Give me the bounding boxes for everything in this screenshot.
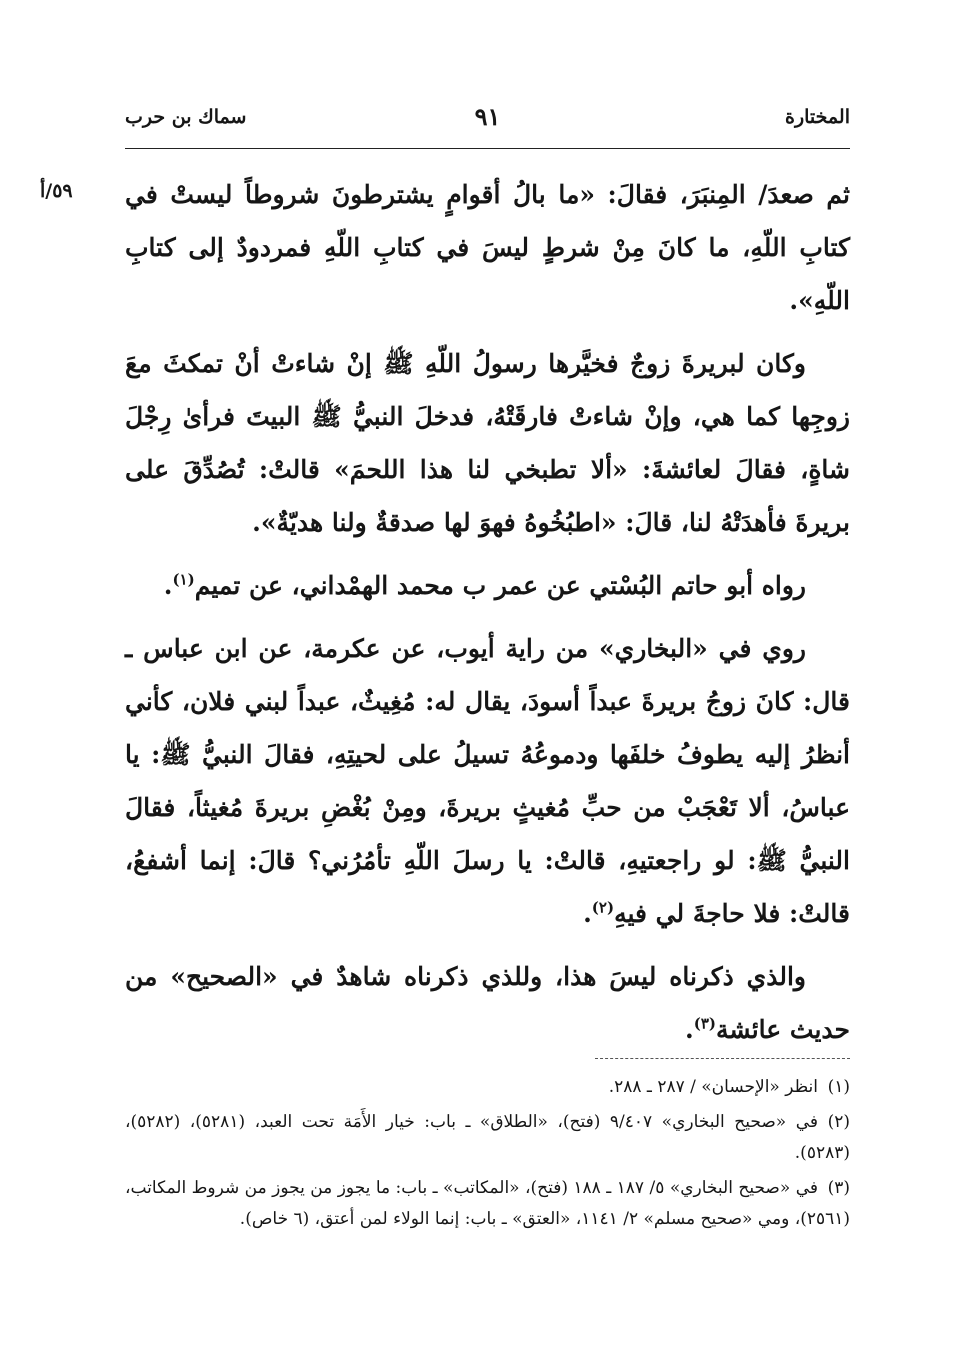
paragraph-3-end: .	[163, 571, 173, 600]
paragraph-5-end: .	[685, 1015, 694, 1044]
footnote-number: (١)	[827, 1077, 850, 1097]
footnote-ref-1[interactable]: (١)	[172, 570, 195, 589]
header-divider	[125, 148, 850, 149]
page-number: ٩١	[474, 102, 501, 131]
footnote-ref-2[interactable]: (٢)	[591, 898, 615, 917]
footnote-ref-3[interactable]: (٣)	[693, 1014, 717, 1033]
paragraph-4	[125, 622, 850, 940]
footnote-text: في «صحيح البخاري» ٩/٤٠٧ (فتح)، «الطلاق» ـ باب: خيار الأَمَة تحت العبد، (٥٢٨١)، (٥٢٨٢)، (٥٢٨٣).	[125, 1112, 850, 1163]
footnote-number: (٢)	[827, 1112, 850, 1132]
header-book-title: المختارة	[785, 106, 850, 128]
paragraph-4-end: .	[583, 899, 592, 928]
footnote-text: في «صحيح البخاري» ٥/ ١٨٧ ـ ١٨٨ (فتح)، «المكاتب» ـ باب: ما يجوز من يجوز من شروط المكاتب، (٢٥٦١)، ومي «صحيح مسلم» ٢/ ١١٤١، «العتق» ـ باب: إنما الولاء لمن أعتق، (٦ خاص).	[125, 1178, 850, 1229]
footnote	[125, 1107, 850, 1169]
paragraph-2: وكان لبريرةَ زوجٌ فخيَّرها رسولُ اللّهِ ﷺ إنْ شاءتْ أنْ تمكثَ معَ زوجِها كما هي، وإنْ شاءتْ فارقَتْهُ، فدخلَ النبيُّ ﷺ البيتَ فرأىٰ رِجْلَ شاةٍ، فقالَ لعائشةَ: «ألا تطبخي لنا هذا اللحمَ» قالتْ: تُصُدِّقَ على بريرةَ فأهدَتْهُ لنا، قالَ: «اطبُخُوهُ فهوَ لها صدقةٌ ولنا هديّةٌ».	[125, 349, 850, 537]
footnote-number: (٣)	[827, 1178, 850, 1198]
paragraph-1: ثم صعدَ/ المِنبَرَ، فقالَ: «ما بالُ أقوامٍ يشترطونَ شروطاً ليستْ في كتابِ اللّهِ، ما كانَ مِنْ شرطٍ ليسَ في كتابِ اللّهِ فمردودٌ إلى كتابِ اللّهِ».	[125, 180, 850, 315]
paragraph-4-text: روي في «البخاري» من راية أيوب، عن عكرمة، عن ابن عباس ـ قال: كانَ زوجُ بريرةَ عبداً أسودَ، يقال له: مُغِيثٌ، عبداً لبني فلان، كأني أنظرُ إليه يطوفُ خلفَها ودموعُهُ تسيلُ على لحيتِهِ، فقالَ النبيُّ ﷺ: يا عباسُ، ألا تَعْجَبْ من حبِّ مُغيثٍ بريرةَ، ومِنْ بُغْضِ بريرةَ مُغيثاً، فقالَ النبيُّ ﷺ: لو راجعتيهِ، قالتْ: يا رسلَ اللّهِ تأمُرُني؟ قالَ: إنما أشفعُ، قالتْ: فلا حاجةَ لي فيهِ	[125, 634, 850, 928]
main-text	[125, 168, 850, 1066]
paragraph-5	[125, 950, 850, 1056]
footnote-divider	[595, 1058, 850, 1059]
footnote-text: انظر «الإحسان» / ٢٨٧ ـ ٢٨٨.	[608, 1077, 818, 1097]
running-header	[125, 100, 850, 144]
footnotes	[125, 1072, 850, 1239]
footnote	[125, 1173, 850, 1235]
footnote	[125, 1072, 850, 1103]
paragraph-5-text: والذي ذكرناه ليسَ هذا، وللذي ذكرناه شاهدٌ في «الصحيح» من حديث عائشة	[125, 962, 850, 1044]
paragraph-3-text: رواه أبو حاتم البُسْتي عن عمر ب محمد الهمْداني، عن تميم	[194, 571, 806, 600]
header-section-title: سماك بن حرب	[125, 106, 247, 128]
paragraph-3	[125, 559, 850, 612]
manuscript-folio-note: ٥٩/أ	[40, 180, 73, 202]
